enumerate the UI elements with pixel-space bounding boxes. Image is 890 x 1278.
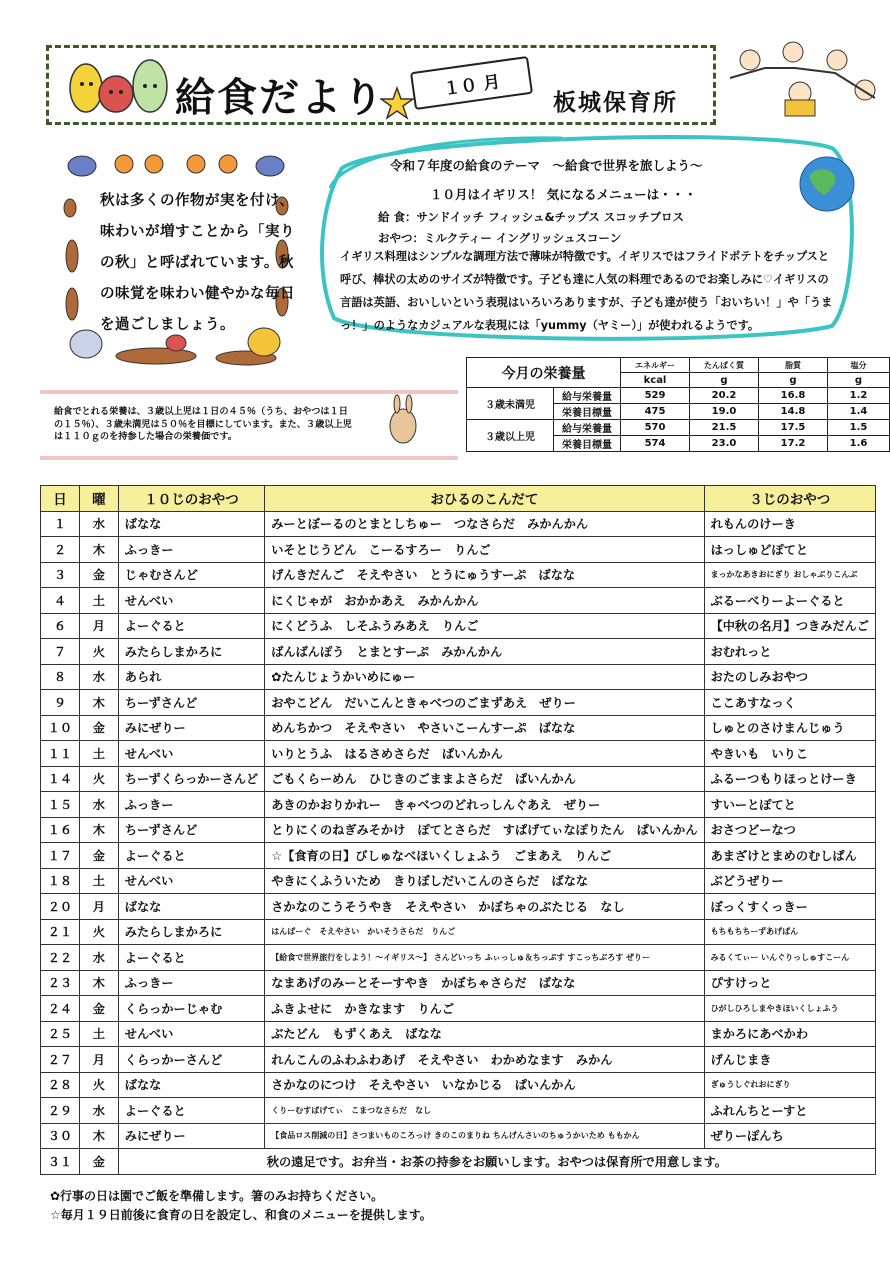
star-icon [380,86,414,120]
menu-afternoon-snack: ぎゅうしぐれおにぎり [704,1072,875,1098]
table-row [41,843,876,869]
nutrition-row-label: 栄養目標量 [554,436,621,452]
menu-afternoon-snack: おさつどーなつ [704,817,875,843]
table-row [41,537,876,563]
menu-morning-snack: くらっかーじゃむ [118,996,264,1022]
menu-day: ３０ [41,1123,80,1149]
menu-afternoon-snack: しゅとのさけまんじゅう [704,715,875,741]
menu-lunch: 【給食で世界旅行をしよう！～イギリス～】 さんどいっち ふぃっしゅ＆ちっぷす すこっちぶろす ぜりー [265,945,704,971]
menu-afternoon-snack: まっかなあきおにぎり おしゃぶりこんぶ [704,562,875,588]
table-row [41,792,876,818]
menu-afternoon-snack: ぼっくすくっきー [704,894,875,920]
nutrition-value: 23.0 [690,436,759,452]
menu-lunch: にくどうふ しそふうみあえ りんご [265,613,704,639]
menu-afternoon-snack: ふるーつもりほっとけーき [704,766,875,792]
menu-day: ２８ [41,1072,80,1098]
nutrition-value: 529 [621,388,690,404]
menu-afternoon-snack: げんじまき [704,1047,875,1073]
menu-afternoon-snack: ふれんちとーすと [704,1098,875,1124]
menu-day: ２ [41,537,80,563]
table-row [41,715,876,741]
nutrition-value: 17.2 [759,436,828,452]
menu-afternoon-snack: あまざけとまめのむしぱん [704,843,875,869]
menu-afternoon-snack: やきいも いりこ [704,741,875,767]
nutrition-title: 今月の栄養量 [467,358,621,388]
table-row [41,766,876,792]
menu-weekday: 木 [79,1123,118,1149]
nutrition-unit: g [690,373,759,388]
footnote: ✿行事の日は園でご飯を準備します。箸のみお持ちください。 [50,1189,384,1203]
children-illustration [725,38,885,120]
menu-morning-snack: みにぜりー [118,1123,264,1149]
page-title: 給食だより [175,75,385,121]
menu-morning-snack: ちーずさんど [118,817,264,843]
menu-day: １ [41,511,80,537]
nutrition-value: 19.0 [690,404,759,420]
table-row [41,970,876,996]
menu-lunch: いそとじうどん こーるすろー りんご [265,537,704,563]
nutrition-value: 574 [621,436,690,452]
theme-description: イギリス料理はシンプルな調理方法で薄味が特徴です。イギリスではフライドポテトをチップスと呼び、棒状の太めのサイズが特徴です。子ども達に人気の料理であるのでお楽しみに♡イギリスの言語は英語、おいしいという表現はいろいろありますが、子ども達が使う「おいちい！」や「うまっ！」のようなカジュアルな表現には「yummy（ヤミー）」が使われるようです。 [340,250,833,332]
table-row [41,1072,876,1098]
menu-day: ８ [41,664,80,690]
table-row [41,996,876,1022]
nutrition-row-label: 栄養目標量 [554,404,621,420]
menu-day: ４ [41,588,80,614]
menu-weekday: 金 [79,843,118,869]
menu-morning-snack: みたらしまかろに [118,639,264,665]
menu-day: ２７ [41,1047,80,1073]
menu-lunch: さかなのこうそうやき そえやさい かぼちゃのぶたじる なし [265,894,704,920]
menu-weekday: 水 [79,664,118,690]
menu-header-weekday: 曜 [79,486,118,512]
school-name: 板城保育所 [553,90,678,116]
menu-lunch: さかなのにつけ そえやさい いなかじる ぱいんかん [265,1072,704,1098]
menu-weekday: 木 [79,690,118,716]
menu-morning-snack: よーぐると [118,843,264,869]
table-row [41,690,876,716]
menu-weekday: 水 [79,945,118,971]
nutrition-value: 1.4 [828,404,890,420]
menu-day: ６ [41,613,80,639]
menu-lunch: 【食品ロス削減の日】さつまいものころっけ きのこのまりね ちんげんさいのちゅうかいため ももかん [265,1123,704,1149]
menu-weekday: 木 [79,970,118,996]
month-label: １０ 月 [410,56,533,110]
table-row [41,919,876,945]
menu-morning-snack: よーぐると [118,613,264,639]
menu-excursion-note: 秋の遠足です。お弁当・お茶の持参をお願いします。おやつは保育所で用意します。 [118,1149,875,1175]
menu-lunch: くりーむすぱげてぃ こまつなさらだ なし [265,1098,704,1124]
menu-day: ２９ [41,1098,80,1124]
menu-lunch: めんちかつ そえやさい やさいこーんすーぷ ばなな [265,715,704,741]
menu-lunch: おやこどん だいこんときゃべつのごまずあえ ぜりー [265,690,704,716]
menu-morning-snack: くらっかーさんど [118,1047,264,1073]
nutrition-value: 20.2 [690,388,759,404]
menu-lunch: げんきだんご そえやさい とうにゅうすーぷ ばなな [265,562,704,588]
menu-day: １４ [41,766,80,792]
menu-day: ２２ [41,945,80,971]
menu-day: ２１ [41,919,80,945]
menu-day: ２３ [41,970,80,996]
menu-lunch: ごもくらーめん ひじきのごままよさらだ ぱいんかん [265,766,704,792]
menu-afternoon-snack: ひがしひろしまやきほいくしょふう [704,996,875,1022]
menu-weekday: 月 [79,1047,118,1073]
table-row [41,664,876,690]
table-row [41,1021,876,1047]
menu-afternoon-snack: すいーとぽてと [704,792,875,818]
menu-weekday: 火 [79,1072,118,1098]
menu-morning-snack: ふっきー [118,792,264,818]
nutrition-header: たんぱく質 [690,358,759,373]
theme-snack: おやつ：ミルクティー イングリッシュスコーン [378,231,622,245]
menu-lunch: ☆【食育の日】びしゅなべほいくしょふう ごまあえ りんご [265,843,704,869]
nutrition-header: 塩分 [828,358,890,373]
menu-morning-snack: みにぜりー [118,715,264,741]
menu-afternoon-snack: はっしゅどぽてと [704,537,875,563]
menu-afternoon-snack: おたのしみおやつ [704,664,875,690]
nutrition-unit: g [828,373,890,388]
menu-morning-snack: よーぐると [118,945,264,971]
table-row [41,1098,876,1124]
nutrition-value: 21.5 [690,420,759,436]
menu-day: １８ [41,868,80,894]
menu-morning-snack: せんべい [118,741,264,767]
menu-morning-snack: ふっきー [118,537,264,563]
menu-afternoon-snack: まかろにあべかわ [704,1021,875,1047]
nutrition-header: 脂質 [759,358,828,373]
menu-afternoon-snack: おむれっと [704,639,875,665]
menu-lunch: ✿たんじょうかいめにゅー [265,664,704,690]
menu-day: １６ [41,817,80,843]
menu-afternoon-snack: ここあすなっく [704,690,875,716]
menu-header-morning-snack: １０じのおやつ [118,486,264,512]
menu-morning-snack: せんべい [118,868,264,894]
nutrition-row-label: 給与栄養量 [554,388,621,404]
menu-day: ２５ [41,1021,80,1047]
menu-afternoon-snack: れもんのけーき [704,511,875,537]
menu-header-day: 日 [41,486,80,512]
menu-weekday: 土 [79,588,118,614]
table-row [41,1149,876,1175]
menu-weekday: 水 [79,511,118,537]
nutrition-group-label: ３歳未満児 [467,388,554,420]
menu-day: ９ [41,690,80,716]
nutrition-table [466,357,890,452]
menu-lunch: いりとうふ はるさめさらだ ぱいんかん [265,741,704,767]
table-row [41,588,876,614]
menu-lunch: とりにくのねぎみそかけ ぽてとさらだ すぱげてぃなぽりたん ぱいんかん [265,817,704,843]
menu-lunch: なまあげのみーとそーすやき かぼちゃさらだ ばなな [265,970,704,996]
menu-day: ３ [41,562,80,588]
menu-afternoon-snack: 【中秋の名月】つきみだんご [704,613,875,639]
menu-weekday: 火 [79,766,118,792]
nutrition-value: 475 [621,404,690,420]
theme-month-line: １０月はイギリス！ 気になるメニューは・・・ [430,187,697,202]
menu-morning-snack: ばなな [118,511,264,537]
nutrition-value: 14.8 [759,404,828,420]
table-row [41,639,876,665]
menu-weekday: 金 [79,715,118,741]
menu-day: ２０ [41,894,80,920]
menu-afternoon-snack: みるくてぃー いんぐりっしゅすこーん [704,945,875,971]
nutrition-header: エネルギー [621,358,690,373]
menu-day: ３１ [41,1149,80,1175]
menu-weekday: 土 [79,868,118,894]
menu-table [40,485,876,1175]
table-row [41,741,876,767]
nutrition-value: 1.5 [828,420,890,436]
table-row [41,1047,876,1073]
menu-morning-snack: せんべい [118,588,264,614]
menu-weekday: 木 [79,537,118,563]
menu-afternoon-snack: ぜりーぽんち [704,1123,875,1149]
menu-afternoon-snack: もちもちちーずあげぱん [704,919,875,945]
menu-afternoon-snack: ぶどうぜりー [704,868,875,894]
menu-weekday: 土 [79,741,118,767]
menu-day: １１ [41,741,80,767]
table-row [41,613,876,639]
menu-day: １０ [41,715,80,741]
menu-afternoon-snack: ぴすけっと [704,970,875,996]
nutrition-unit: kcal [621,373,690,388]
nutrition-value: 16.8 [759,388,828,404]
menu-day: ７ [41,639,80,665]
table-row [41,817,876,843]
menu-weekday: 金 [79,562,118,588]
menu-weekday: 水 [79,792,118,818]
menu-morning-snack: あられ [118,664,264,690]
menu-morning-snack: ふっきー [118,970,264,996]
menu-lunch: はんばーぐ そえやさい かいそうさらだ りんご [265,919,704,945]
theme-lunch: 給 食：サンドイッチ フィッシュ&チップス スコッチブロス [378,210,684,224]
table-row [41,945,876,971]
menu-lunch: ふきよせに かきなます りんご [265,996,704,1022]
menu-weekday: 土 [79,1021,118,1047]
vegetables-illustration [62,50,172,122]
nutrition-unit: g [759,373,828,388]
nutrition-value: 17.5 [759,420,828,436]
menu-lunch: ばんばんぽう とまとすーぷ みかんかん [265,639,704,665]
menu-morning-snack: ばなな [118,894,264,920]
nutrition-group-label: ３歳以上児 [467,420,554,452]
menu-weekday: 金 [79,1149,118,1175]
menu-afternoon-snack: ぶるーべりーよーぐると [704,588,875,614]
autumn-message: 秋は多くの作物が実を付け、味わいが増すことから「実りの秋」と呼ばれています。秋の味覚を味わい健やかな毎日を過ごしましょう。 [100,193,295,333]
table-row [41,562,876,588]
menu-morning-snack: せんべい [118,1021,264,1047]
menu-lunch: あきのかおりかれー きゃべつのどれっしんぐあえ ぜりー [265,792,704,818]
menu-day: ２４ [41,996,80,1022]
nutrition-row-label: 給与栄養量 [554,420,621,436]
table-row [41,511,876,537]
table-row [41,1123,876,1149]
menu-weekday: 木 [79,817,118,843]
menu-morning-snack: ちーずさんど [118,690,264,716]
menu-header-afternoon-snack: ３じのおやつ [704,486,875,512]
menu-lunch: ぶたどん もずくあえ ばなな [265,1021,704,1047]
menu-weekday: 月 [79,613,118,639]
menu-lunch: みーとぼーるのとまとしちゅー つなさらだ みかんかん [265,511,704,537]
menu-weekday: 水 [79,1098,118,1124]
menu-header-lunch: おひるのこんだて [265,486,704,512]
menu-weekday: 月 [79,894,118,920]
menu-lunch: にくじゃが おかかあえ みかんかん [265,588,704,614]
menu-morning-snack: ばなな [118,1072,264,1098]
menu-day: １５ [41,792,80,818]
table-row [41,894,876,920]
menu-day: １７ [41,843,80,869]
table-row [41,868,876,894]
globe-icon [797,154,857,214]
nutrition-value: 1.2 [828,388,890,404]
menu-morning-snack: じゃむさんど [118,562,264,588]
nutrition-value: 1.6 [828,436,890,452]
menu-lunch: れんこんのふわふわあげ そえやさい わかめなます みかん [265,1047,704,1073]
menu-weekday: 金 [79,996,118,1022]
nutrition-note: 給食でとれる栄養は、３歳以上児は１日の４５％（うち、おやつは１日の１５％）、３歳未満児は５０％を目標にしています。また、３歳以上児は１１０ｇのを持参した場合の栄養価です。 [54,406,352,442]
menu-morning-snack: ちーずくらっかーさんど [118,766,264,792]
theme-title: 令和７年度の給食のテーマ ～給食で世界を旅しよう～ [390,158,703,173]
menu-lunch: やきにくふういため きりぼしだいこんのさらだ ばなな [265,868,704,894]
nutrition-value: 570 [621,420,690,436]
menu-weekday: 火 [79,639,118,665]
menu-morning-snack: よーぐると [118,1098,264,1124]
menu-weekday: 火 [79,919,118,945]
footnote: ☆毎月１９日前後に食育の日を設定し、和食のメニューを提供します。 [50,1208,432,1222]
menu-morning-snack: みたらしまかろに [118,919,264,945]
